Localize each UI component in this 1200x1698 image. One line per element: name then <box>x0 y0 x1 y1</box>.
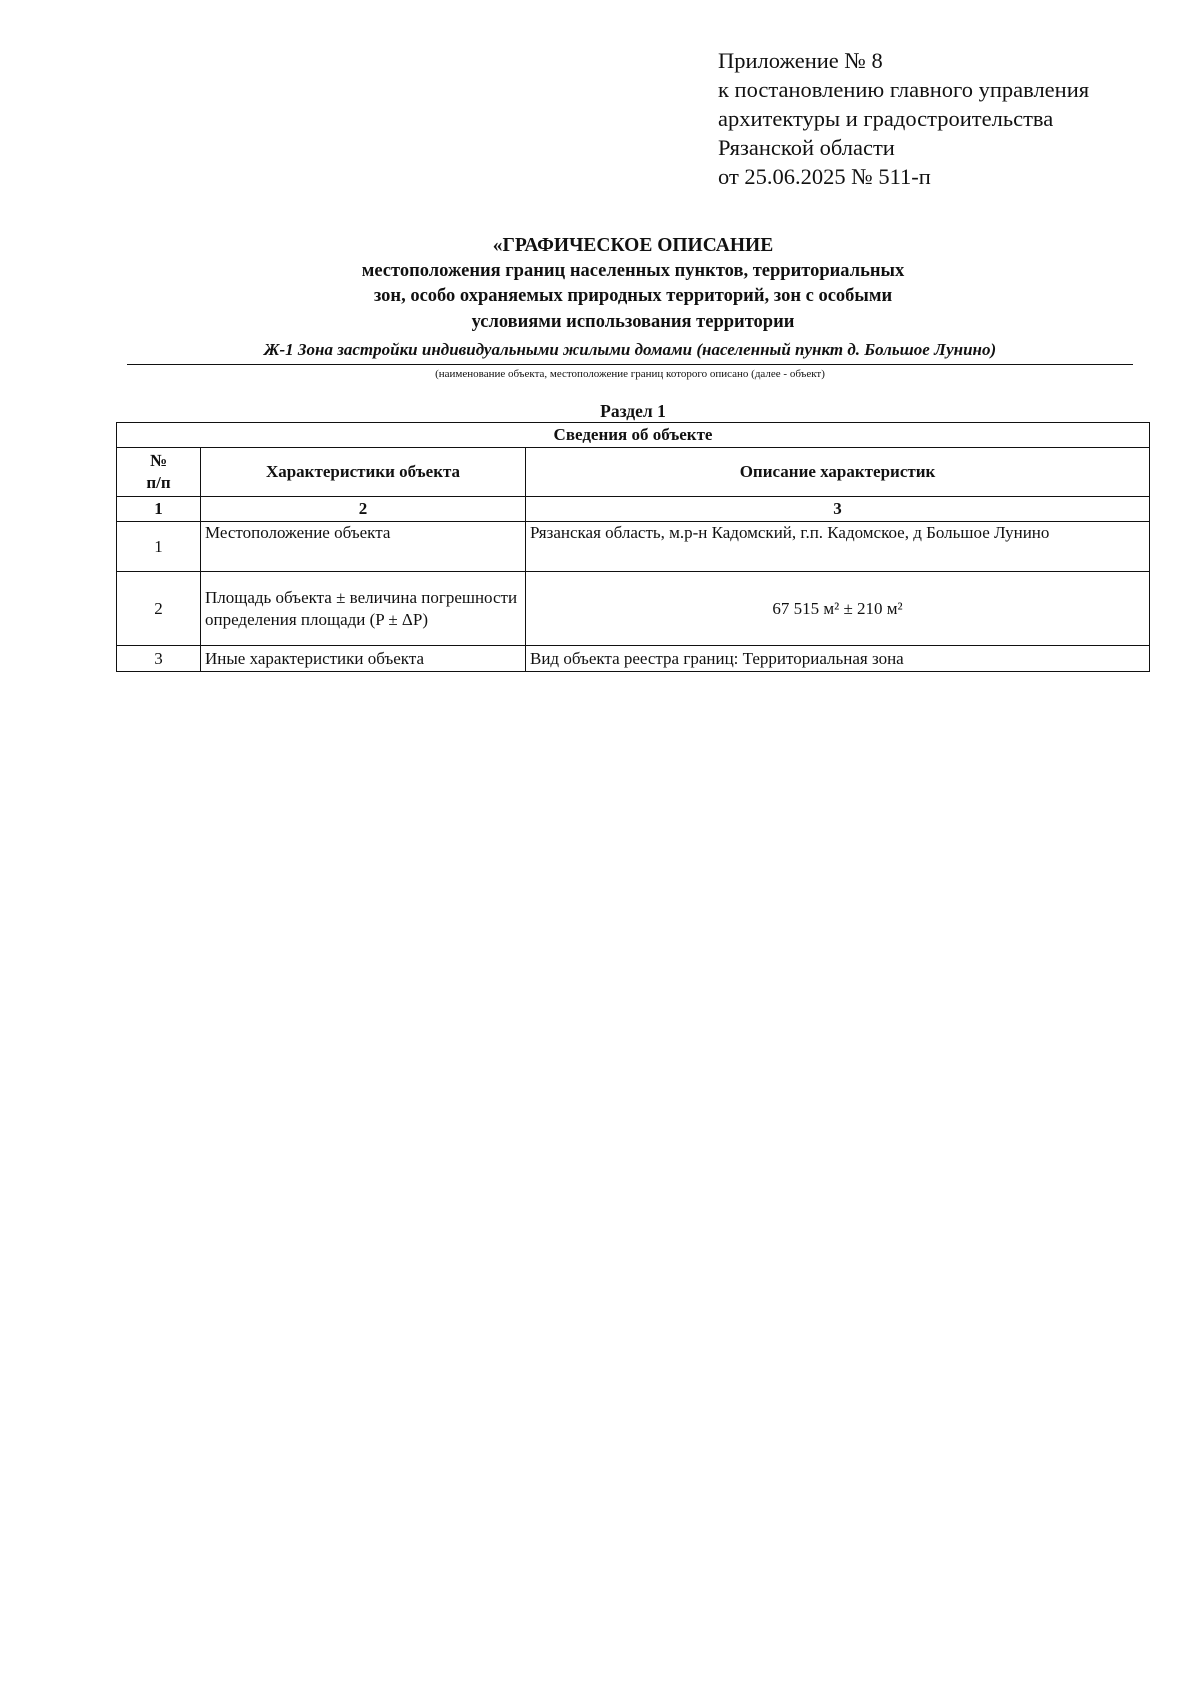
column-number: 3 <box>526 497 1150 522</box>
table-header-row <box>117 448 1150 497</box>
row-description: 67 515 м² ± 210 м² <box>526 572 1150 646</box>
table-caption-row <box>117 423 1150 448</box>
heading-line: местоположения границ населенных пунктов, территориальных <box>361 260 905 281</box>
section-title: Раздел 1 <box>600 401 666 421</box>
appendix-line: Приложение № 8 <box>718 48 883 73</box>
heading-line: условиями использования территории <box>471 311 795 332</box>
row-description: Вид объекта реестра границ: Территориальная зона <box>526 646 1150 672</box>
table-row <box>117 522 1150 572</box>
row-number: 1 <box>117 522 201 572</box>
heading-line: зон, особо охраняемых природных территорий, зон с особыми <box>373 286 893 306</box>
appendix-line: к постановлению главного управления <box>718 77 1090 102</box>
appendix-line: Рязанской области <box>718 135 895 160</box>
column-number: 2 <box>201 497 526 522</box>
row-description: Рязанская область, м.р-н Кадомский, г.п. Кадомское, д Большое Лунино <box>526 522 1150 572</box>
header-characteristic: Характеристики объекта <box>201 448 526 497</box>
table-row <box>117 572 1150 646</box>
table-caption: Сведения об объекте <box>117 423 1150 448</box>
object-name-caption: (наименование объекта, местоположение границ которого описано (далее - объект) <box>435 368 825 380</box>
column-number-row <box>117 497 1150 522</box>
appendix-note <box>718 46 1158 191</box>
row-number: 2 <box>117 572 201 646</box>
header-num-label: п/п <box>146 473 171 492</box>
row-characteristic: Местоположение объекта <box>201 522 526 572</box>
header-description: Описание характеристик <box>526 448 1150 497</box>
header-num <box>117 448 201 497</box>
appendix-line: от 25.06.2025 № 511-п <box>718 164 931 189</box>
column-number: 1 <box>117 497 201 522</box>
header-num-symbol: № <box>149 451 168 470</box>
appendix-line: архитектуры и градостроительства <box>718 106 1054 131</box>
object-name: Ж-1 Зона застройки индивидуальными жилыми домами (населенный пункт д. Большое Лунино) <box>127 338 1133 365</box>
table-row <box>117 646 1150 672</box>
row-characteristic: Площадь объекта ± величина погрешности определения площади (P ± ΔP) <box>201 572 526 646</box>
object-info-table <box>116 422 1150 672</box>
row-characteristic: Иные характеристики объекта <box>201 646 526 672</box>
heading-line: «ГРАФИЧЕСКОЕ ОПИСАНИЕ <box>492 235 774 256</box>
document-heading <box>116 233 1150 335</box>
row-number: 3 <box>117 646 201 672</box>
